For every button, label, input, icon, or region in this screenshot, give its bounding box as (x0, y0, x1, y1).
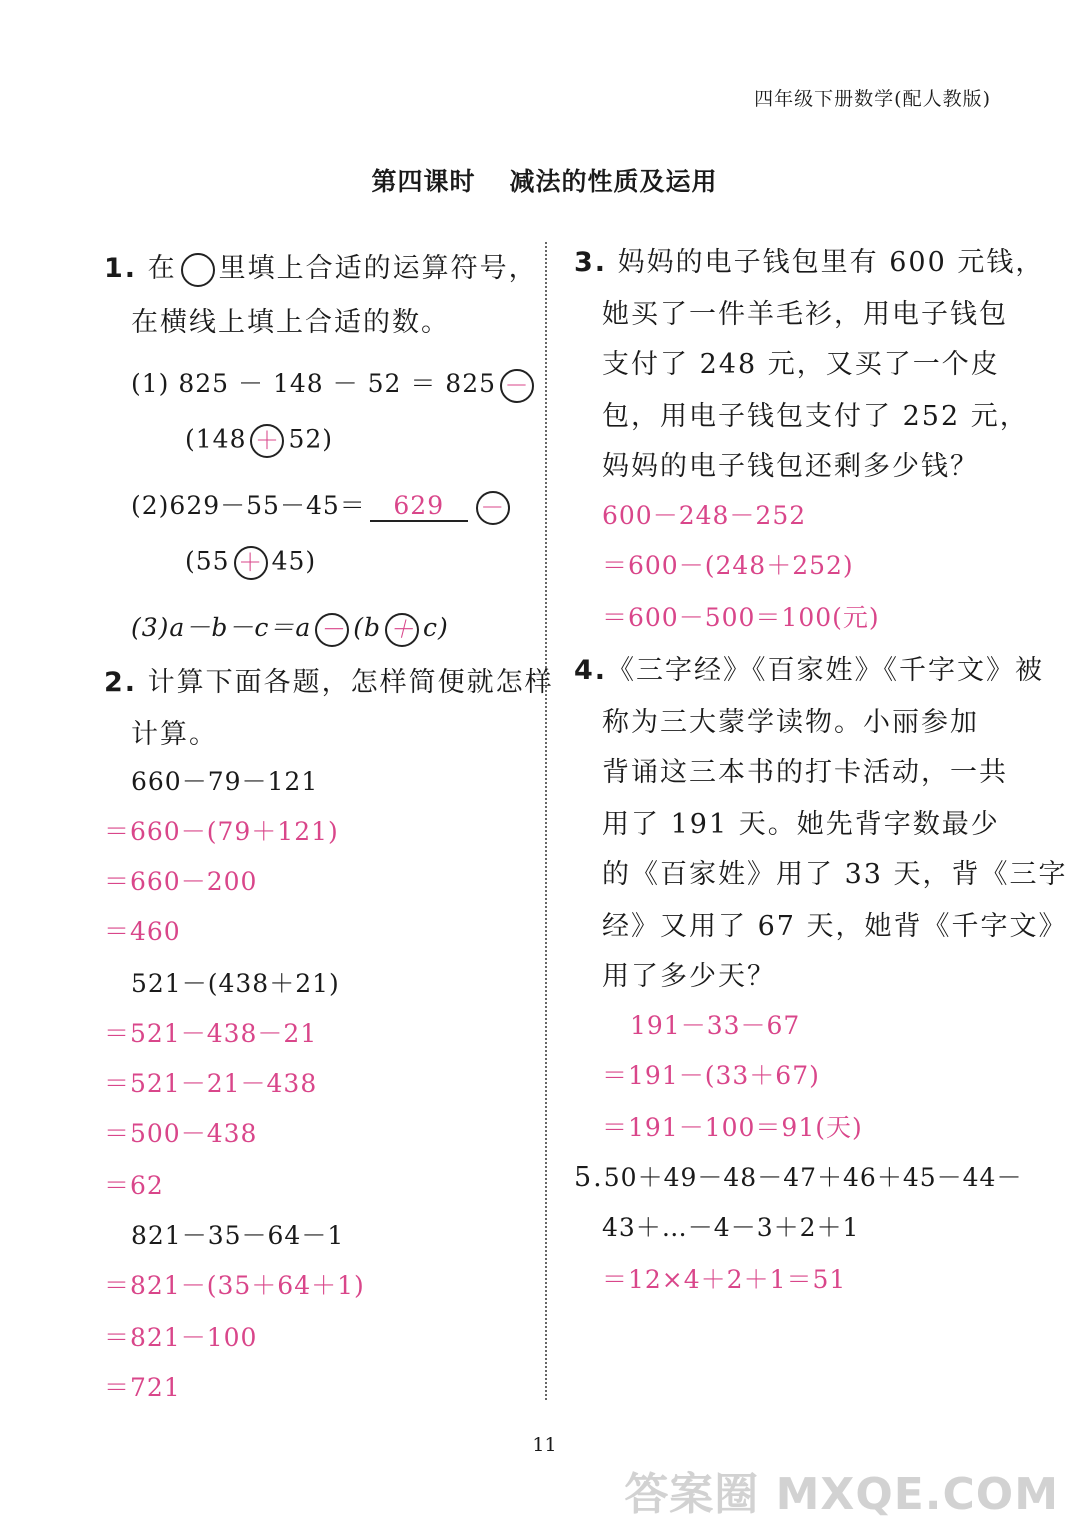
q4-line (574, 648, 1044, 687)
q4-line: 称为三大蒙学读物。小丽参加 (602, 707, 979, 738)
q1-part3-sym1: － (319, 615, 345, 644)
minus-circle-icon (476, 491, 510, 525)
q2-expr1-step: ＝660－200 (104, 867, 258, 896)
q1-part1-line1 (131, 364, 538, 403)
q1-part2-text: (2)629－55－45＝ (131, 491, 366, 520)
q2-number: 2. (104, 667, 138, 698)
column-divider (545, 242, 547, 1400)
q2-expr1-step: ＝460 (104, 917, 181, 946)
q3-answer: ＝600－500＝100(元) (602, 603, 880, 632)
lesson-title (0, 162, 1089, 198)
q2-expr3-step: ＝821－100 (104, 1323, 258, 1352)
q3-line (574, 240, 1044, 279)
q2-expr2-step: ＝500－438 (104, 1119, 258, 1148)
q2-line1-text: 计算下面各题，怎样简便就怎样 (147, 667, 554, 698)
q4-answer: 191－33－67 (630, 1011, 801, 1040)
q5-line (574, 1158, 1022, 1194)
q4-answer: ＝191－(33＋67) (602, 1061, 820, 1090)
q1-part3-post: c) (423, 613, 449, 642)
plus-circle-icon (385, 613, 419, 647)
q2-expr1-step: ＝660－(79＋121) (104, 817, 339, 846)
q1-line1-pre: 在 (147, 253, 177, 284)
q1-number: 1. (104, 253, 138, 284)
minus-circle-icon (315, 613, 349, 647)
q5-text: 50＋49－48－47＋46＋45－44－ (603, 1163, 1023, 1192)
q2-expr3: 821－35－64－1 (131, 1221, 345, 1250)
q4-answer: ＝191－100＝91(天) (602, 1113, 863, 1142)
q1-part1-text: (1) 825 － 148 － 52 ＝ 825 (131, 369, 497, 398)
q2-expr2: 521－(438＋21) (131, 969, 340, 998)
q1-part1-line2 (185, 424, 333, 458)
plus-circle-icon (250, 424, 284, 458)
q2-expr2-step: ＝521－438－21 (104, 1019, 318, 1048)
q1-line1-post: 里填上合适的运算符号， (218, 253, 538, 284)
q5-line: 43＋…－4－3＋2＋1 (602, 1213, 860, 1242)
q1-part3-sym2: ＋ (389, 615, 415, 644)
q3-line: 妈妈的电子钱包还剩多少钱？ (602, 451, 979, 482)
q1-part3 (131, 608, 449, 647)
minus-circle-icon (500, 369, 534, 403)
q4-line: 用了 191 天。她先背字数最少 (602, 809, 1000, 840)
q1-part2b-sym: ＋ (238, 548, 264, 577)
q3-line: 包，用电子钱包支付了 252 元， (602, 401, 1029, 432)
q2-expr3-step: ＝721 (104, 1373, 181, 1402)
q1-line2: 在横线上填上合适的数。 (131, 307, 450, 338)
q3-answer: ＝600－(248＋252) (602, 551, 854, 580)
q3-line: 支付了 248 元，又买了一个皮 (602, 349, 1000, 380)
q4-line: 的《百家姓》用了 33 天，背《三字 (602, 859, 1068, 890)
q2-expr2-step: ＝521－21－438 (104, 1069, 318, 1098)
q1-part3-pre: (3)a－b－c＝a (131, 613, 312, 642)
q1-part2-line2 (185, 546, 316, 580)
q1-part2-line1 (131, 486, 514, 525)
q3-text: 妈妈的电子钱包里有 600 元钱， (617, 247, 1045, 278)
page-header: 四年级下册数学(配人教版) (754, 88, 991, 110)
q1-part2b-post: 45) (271, 546, 317, 576)
q2-expr3-step: ＝821－(35＋64＋1) (104, 1271, 365, 1300)
q2-line2: 计算。 (131, 719, 218, 750)
q4-number: 4. (574, 655, 608, 686)
plus-circle-icon (234, 546, 268, 580)
q3-answer: 600－248－252 (602, 501, 807, 530)
q1-part2-sym: － (480, 493, 506, 522)
page-number: 11 (532, 1434, 557, 1456)
q1-part3-mid: (b (353, 613, 381, 642)
q4-line: 经》又用了 67 天，她背《千字文》 (602, 911, 1068, 942)
lesson-title-part2: 减法的性质及运用 (509, 167, 718, 196)
q1-part1b-post: 52) (288, 424, 334, 454)
q1-line1 (104, 246, 538, 287)
lesson-title-part1: 第四课时 (371, 167, 476, 196)
q4-text: 《三字经》《百家姓》《千字文》被 (607, 655, 1045, 686)
q1-part2-blank: 629 (370, 491, 468, 522)
q3-number: 3. (574, 247, 608, 278)
q2-expr1: 660－79－121 (131, 767, 319, 796)
q4-line: 用了多少天？ (602, 961, 776, 992)
q1-part1b-sym: ＋ (254, 426, 280, 455)
q5-answer: ＝12×4＋2＋1＝51 (602, 1265, 847, 1294)
q1-part1-sym: － (504, 371, 530, 400)
q3-line: 她买了一件羊毛衫，用电子钱包 (602, 299, 1008, 330)
q1-part1b-pre: (148 (185, 424, 247, 454)
q1-part2b-pre: (55 (185, 546, 230, 576)
q5-number: 5. (574, 1162, 604, 1193)
watermark-logo: 答案圈 MXQE.COM (624, 1469, 1059, 1520)
q4-line: 背诵这三本书的打卡活动，一共 (602, 757, 1008, 788)
blank-circle-icon (181, 253, 215, 287)
q2-line1 (104, 660, 554, 699)
q2-expr2-step: ＝62 (104, 1171, 164, 1200)
